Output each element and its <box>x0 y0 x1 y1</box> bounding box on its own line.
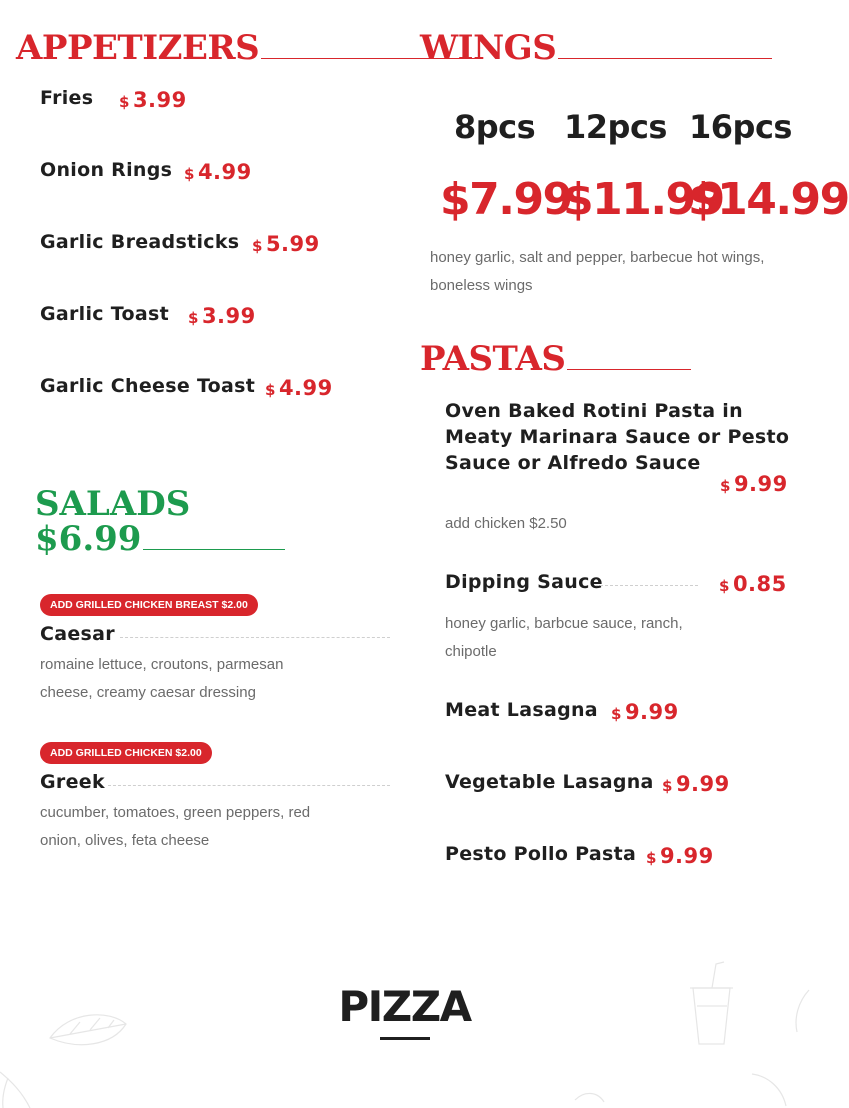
appetizer-price-fries: $ 3.99 <box>119 88 187 112</box>
pastas-title: PASTAS <box>420 341 691 377</box>
salad-description-greek: cucumber, tomatoes, green peppers, red onion, olives, feta cheese <box>40 804 311 849</box>
pasta-price-meat-lasagna: $ 9.99 <box>611 700 679 724</box>
appetizer-price-onion-rings: $ 4.99 <box>184 160 252 184</box>
wing-size-8pcs: 8pcs <box>454 108 536 146</box>
wing-price-12pcs: $11.99 <box>563 174 724 225</box>
salads-title-line1: SALADS <box>35 484 191 524</box>
greek-divider <box>108 785 390 786</box>
pasta-name-pesto-pollo: Pesto Pollo Pasta <box>445 843 637 865</box>
salads-title-line2: $6.99 <box>35 521 285 557</box>
pasta-price-pesto-pollo: $ 9.99 <box>646 844 714 868</box>
appetizers-title: APPETIZERS <box>16 30 475 66</box>
wing-size-12pcs: 12pcs <box>564 108 667 146</box>
appetizer-name-garlic-cheese-toast: Garlic Cheese Toast <box>40 375 256 397</box>
pasta-name-dipping-sauce: Dipping Sauce <box>445 571 603 593</box>
pasta-name-meat-lasagna: Meat Lasagna <box>445 699 598 721</box>
pepper-doodle-icon <box>575 1074 786 1106</box>
wing-price-8pcs: $7.99 <box>440 174 572 225</box>
appetizer-name-fries: Fries <box>40 87 94 109</box>
appetizer-name-garlic-breadsticks: Garlic Breadsticks <box>40 231 240 253</box>
wing-size-16pcs: 16pcs <box>689 108 792 146</box>
appetizer-price-garlic-cheese-toast: $ 4.99 <box>265 376 333 400</box>
wings-title: WINGS <box>420 30 772 66</box>
pasta-price-vegetable-lasagna: $ 9.99 <box>662 772 730 796</box>
pasta-name-rotini: Oven Baked Rotini Pasta in Meaty Marinara Sauce or Pesto Sauce or Alfredo Sauce <box>445 400 790 474</box>
pasta-price-rotini: $ 9.99 <box>720 472 788 496</box>
wing-prices-row <box>0 174 849 234</box>
dipping-sauce-divider <box>595 585 698 586</box>
caesar-add-chicken-badge: ADD GRILLED CHICKEN BREAST $2.00 <box>40 594 258 616</box>
appetizer-name-garlic-toast: Garlic Toast <box>40 303 169 325</box>
pasta-price-dipping-sauce: $ 0.85 <box>719 572 787 596</box>
salad-name-greek: Greek <box>40 771 105 793</box>
appetizer-name-onion-rings: Onion Rings <box>40 159 173 181</box>
greek-add-chicken-badge: ADD GRILLED CHICKEN $2.00 <box>40 742 212 764</box>
pasta-description-rotini: add chicken $2.50 <box>445 515 567 532</box>
salad-description-caesar: romaine lettuce, croutons, parmesan cheese, creamy caesar dressing <box>40 656 284 701</box>
appetizer-price-garlic-toast: $ 3.99 <box>188 304 256 328</box>
pizza-title: PIZZA <box>338 982 471 1031</box>
pasta-description-dipping-sauce: honey garlic, barbcue sauce, ranch, chipotle <box>445 615 683 660</box>
pizza-title-underline <box>380 1037 430 1040</box>
pasta-name-vegetable-lasagna: Vegetable Lasagna <box>445 771 654 793</box>
salad-name-caesar: Caesar <box>40 623 115 645</box>
wings-description: honey garlic, salt and pepper, barbecue hot wings, boneless wings <box>430 249 765 294</box>
wing-price-16pcs: $14.99 <box>688 174 849 225</box>
caesar-divider <box>120 637 390 638</box>
appetizer-price-garlic-breadsticks: $ 5.99 <box>252 232 320 256</box>
